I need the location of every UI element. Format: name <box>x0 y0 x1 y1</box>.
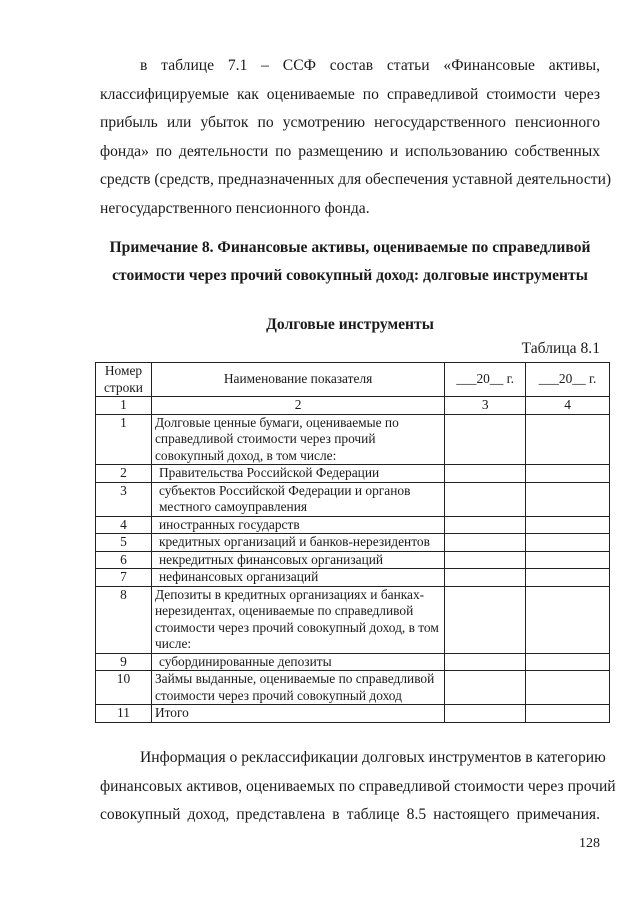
intro-line: фонда» по деятельности по размещению и использованию собственных <box>100 142 600 160</box>
table-row <box>96 586 610 653</box>
value-cell <box>526 705 610 723</box>
value-cell <box>445 534 526 552</box>
row-number: 9 <box>96 653 152 671</box>
page-number: 128 <box>579 836 600 851</box>
value-cell <box>526 551 610 569</box>
value-cell <box>445 705 526 723</box>
note-heading <box>100 234 600 290</box>
row-name: некредитных финансовых организаций <box>151 551 444 569</box>
note-heading-line: стоимости через прочий совокупный доход: долговые инструменты <box>112 267 588 284</box>
value-cell <box>445 653 526 671</box>
note-heading-line: Примечание 8. Финансовые активы, оцениваемые по справедливой <box>109 239 591 256</box>
value-cell <box>526 534 610 552</box>
intro-line: классифицируемые как оцениваемые по справедливой стоимости через <box>100 85 600 103</box>
index-cell: 4 <box>526 397 610 415</box>
value-cell <box>445 586 526 653</box>
table-row <box>96 516 610 534</box>
outro-line: совокупный доход, представлена в таблице 8.5 настоящего примечания. <box>100 806 600 823</box>
value-cell <box>445 482 526 516</box>
table-row <box>96 534 610 552</box>
value-cell <box>445 569 526 587</box>
intro-line: негосударственного пенсионного фонда. <box>100 199 370 217</box>
row-number: 6 <box>96 551 152 569</box>
row-number: 7 <box>96 569 152 587</box>
value-cell <box>526 671 610 705</box>
row-number: 10 <box>96 671 152 705</box>
row-name: кредитных организаций и банков-нерезидентов <box>151 534 444 552</box>
table-label: Таблица 8.1 <box>521 340 600 357</box>
row-name: Долговые ценные бумаги, оцениваемые по справедливой стоимости через прочий совокупный доход, в том числе: <box>151 414 444 465</box>
row-name: Депозиты в кредитных организациях и банках-нерезидентах, оцениваемые по справедливой стоимости через прочий совокупный доход, в том числе: <box>151 586 444 653</box>
debt-instruments-table <box>95 362 610 723</box>
row-name: иностранных государств <box>151 516 444 534</box>
row-name: нефинансовых организаций <box>151 569 444 587</box>
table-header-row <box>96 363 610 397</box>
table-row <box>96 465 610 483</box>
row-name: Итого <box>151 705 444 723</box>
row-name: субординированные депозиты <box>151 653 444 671</box>
table-title: Долговые инструменты <box>266 316 434 333</box>
table-row <box>96 551 610 569</box>
value-cell <box>526 653 610 671</box>
intro-line: средств (средств, предназначенных для обеспечения уставной деятельности) <box>100 171 612 188</box>
value-cell <box>445 551 526 569</box>
row-name: субъектов Российской Федерации и органов местного самоуправления <box>151 482 444 516</box>
table-row <box>96 705 610 723</box>
outro-line: Информация о реклассификации долговых инструментов в категорию <box>140 749 606 766</box>
header-period-1: ___20__ г. <box>445 363 526 397</box>
value-cell <box>445 414 526 465</box>
table-index-row <box>96 397 610 415</box>
intro-paragraph <box>100 52 612 223</box>
value-cell <box>445 465 526 483</box>
table-row <box>96 653 610 671</box>
index-cell: 2 <box>151 397 444 415</box>
index-cell: 1 <box>96 397 152 415</box>
row-number: 5 <box>96 534 152 552</box>
table-row <box>96 482 610 516</box>
value-cell <box>526 586 610 653</box>
row-number: 11 <box>96 705 152 723</box>
row-number: 3 <box>96 482 152 516</box>
row-number: 2 <box>96 465 152 483</box>
index-cell: 3 <box>445 397 526 415</box>
table-row <box>96 569 610 587</box>
value-cell <box>445 671 526 705</box>
value-cell <box>526 569 610 587</box>
table-row <box>96 414 610 465</box>
value-cell <box>526 465 610 483</box>
value-cell <box>526 516 610 534</box>
row-name: Займы выданные, оцениваемые по справедливой стоимости через прочий совокупный доход <box>151 671 444 705</box>
value-cell <box>526 414 610 465</box>
row-number: 8 <box>96 586 152 653</box>
row-number: 4 <box>96 516 152 534</box>
intro-line: прибыль или убыток по усмотрению негосударственного пенсионного <box>100 114 600 131</box>
outro-line: финансовых активов, оцениваемых по справедливой стоимости через прочий <box>100 777 616 795</box>
value-cell <box>445 516 526 534</box>
header-row-number: Номер строки <box>96 363 152 397</box>
row-number: 1 <box>96 414 152 465</box>
value-cell <box>526 482 610 516</box>
intro-line: в таблице 7.1 – ССФ состав статьи «Финансовые активы, <box>140 57 600 74</box>
header-indicator: Наименование показателя <box>151 363 444 397</box>
header-period-2: ___20__ г. <box>526 363 610 397</box>
row-name: Правительства Российской Федерации <box>151 465 444 483</box>
outro-paragraph <box>100 744 616 830</box>
table-row <box>96 671 610 705</box>
